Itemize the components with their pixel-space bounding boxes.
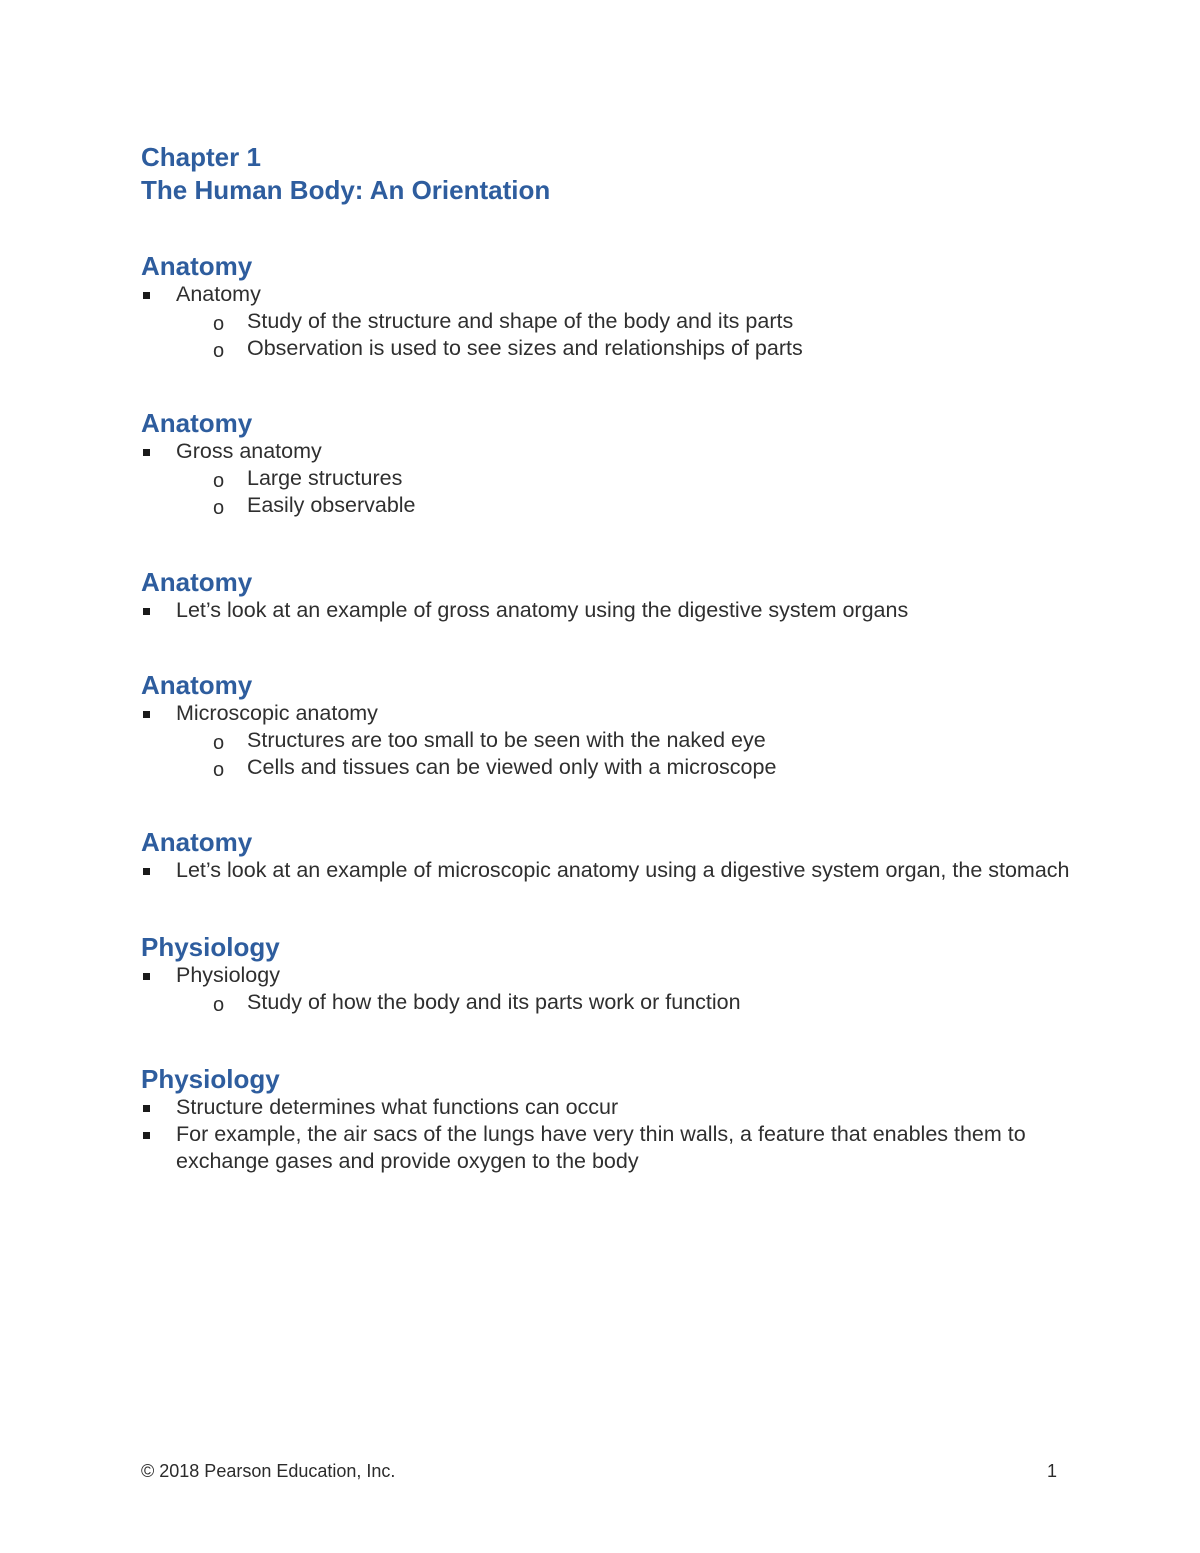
sub-list-item-text: Structures are too small to be seen with the naked eye (247, 728, 766, 752)
list-item-text: Microscopic anatomy (176, 701, 378, 725)
list-item (141, 597, 1071, 624)
sub-list-item (141, 492, 1071, 519)
list-item-text: Let’s look at an example of gross anatomy using the digestive system organs (176, 598, 909, 622)
section-heading: Anatomy (141, 567, 253, 597)
section-heading: Anatomy (141, 408, 253, 438)
square-bullet-icon (143, 292, 150, 299)
sub-list-item-text: Cells and tissues can be viewed only with a microscope (247, 755, 777, 779)
square-bullet-icon (143, 449, 150, 456)
sub-list-item (141, 754, 1071, 781)
page-footer (141, 1460, 1057, 1482)
section-physiology-2 (141, 1064, 1071, 1175)
sub-list-item-text: Study of how the body and its parts work or function (247, 990, 741, 1014)
sub-list-item (141, 989, 1071, 1016)
sub-list-item (141, 727, 1071, 754)
list-item (141, 438, 1071, 465)
section-anatomy-4 (141, 670, 1071, 781)
section-anatomy-2 (141, 408, 1071, 519)
sub-list-item-text: Easily observable (247, 493, 416, 517)
circle-bullet-icon: o (213, 313, 225, 335)
sub-list-item-text: Observation is used to see sizes and relationships of parts (247, 336, 803, 360)
section-heading: Anatomy (141, 827, 253, 857)
list-item-text: Anatomy (176, 282, 261, 306)
section-heading: Anatomy (141, 670, 253, 700)
section-anatomy-3 (141, 567, 1071, 624)
list-item-text: Physiology (176, 963, 280, 987)
section-physiology-1 (141, 932, 1071, 1016)
sub-list-item-text: Large structures (247, 466, 403, 490)
circle-bullet-icon: o (213, 759, 225, 781)
square-bullet-icon (143, 973, 150, 980)
list-item-text: Let’s look at an example of microscopic anatomy using a digestive system organ, the stomach (176, 858, 1070, 882)
list-item-text: Structure determines what functions can occur (176, 1095, 619, 1119)
sub-list-item (141, 465, 1071, 492)
circle-bullet-icon: o (213, 470, 225, 492)
circle-bullet-icon: o (213, 340, 225, 362)
sub-list-item (141, 335, 1071, 362)
list-item (141, 857, 1071, 884)
section-heading: Physiology (141, 1064, 280, 1094)
list-item-text: Gross anatomy (176, 439, 322, 463)
square-bullet-icon (143, 1132, 150, 1139)
chapter-number: Chapter 1 (141, 142, 261, 172)
sub-list-item-text: Study of the structure and shape of the body and its parts (247, 309, 794, 333)
square-bullet-icon (143, 608, 150, 615)
square-bullet-icon (143, 868, 150, 875)
page-content (141, 141, 1071, 1175)
list-item (141, 1094, 1071, 1121)
section-heading: Anatomy (141, 251, 253, 281)
page-number: 1 (1046, 1461, 1057, 1481)
square-bullet-icon (143, 711, 150, 718)
circle-bullet-icon: o (213, 497, 225, 519)
list-item-text: For example, the air sacs of the lungs have very thin walls, a feature that enables them to exchange gases and provide oxygen to the body (176, 1122, 1026, 1173)
section-heading: Physiology (141, 932, 280, 962)
section-anatomy-5 (141, 827, 1071, 884)
circle-bullet-icon: o (213, 994, 225, 1016)
list-item (141, 962, 1071, 989)
circle-bullet-icon: o (213, 732, 225, 754)
list-item (141, 1121, 1071, 1175)
chapter-title: The Human Body: An Orientation (141, 175, 551, 205)
list-item (141, 281, 1071, 308)
list-item (141, 700, 1071, 727)
section-anatomy-1 (141, 251, 1071, 362)
square-bullet-icon (143, 1105, 150, 1112)
sub-list-item (141, 308, 1071, 335)
copyright-text: © 2018 Pearson Education, Inc. (141, 1461, 396, 1481)
